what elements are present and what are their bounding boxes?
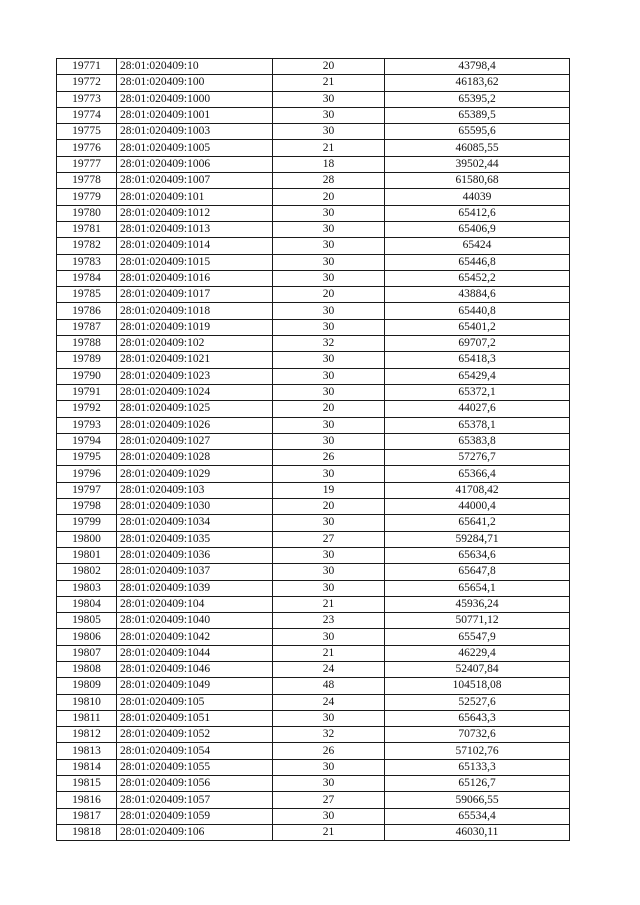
cadastral-number-cell: 28:01:020409:1051 <box>117 710 273 726</box>
table-row <box>57 368 570 384</box>
value-cell: 45936,24 <box>385 596 570 612</box>
cadastral-number-cell: 28:01:020409:105 <box>117 694 273 710</box>
quantity-cell: 30 <box>273 515 385 531</box>
value-cell: 65126,7 <box>385 776 570 792</box>
cadastral-number-cell: 28:01:020409:1055 <box>117 759 273 775</box>
cadastral-number-cell: 28:01:020409:1056 <box>117 776 273 792</box>
quantity-cell: 30 <box>273 776 385 792</box>
quantity-cell: 30 <box>273 91 385 107</box>
cadastral-number-cell: 28:01:020409:1006 <box>117 156 273 172</box>
cadastral-number-cell: 28:01:020409:1035 <box>117 531 273 547</box>
value-cell: 65401,2 <box>385 319 570 335</box>
row-number-cell: 19809 <box>57 678 117 694</box>
cadastral-number-cell: 28:01:020409:1046 <box>117 661 273 677</box>
table-row <box>57 384 570 400</box>
value-cell: 43798,4 <box>385 59 570 75</box>
row-number-cell: 19782 <box>57 238 117 254</box>
table-row <box>57 482 570 498</box>
value-cell: 41708,42 <box>385 482 570 498</box>
cadastral-number-cell: 28:01:020409:1039 <box>117 580 273 596</box>
table-row <box>57 792 570 808</box>
row-number-cell: 19801 <box>57 547 117 563</box>
quantity-cell: 24 <box>273 694 385 710</box>
value-cell: 59284,71 <box>385 531 570 547</box>
cadastral-number-cell: 28:01:020409:1024 <box>117 384 273 400</box>
row-number-cell: 19784 <box>57 270 117 286</box>
quantity-cell: 26 <box>273 743 385 759</box>
cadastral-number-cell: 28:01:020409:1014 <box>117 238 273 254</box>
table-row <box>57 596 570 612</box>
cadastral-number-cell: 28:01:020409:1017 <box>117 287 273 303</box>
value-cell: 65654,1 <box>385 580 570 596</box>
value-cell: 65534,4 <box>385 808 570 824</box>
quantity-cell: 30 <box>273 238 385 254</box>
quantity-cell: 20 <box>273 59 385 75</box>
row-number-cell: 19780 <box>57 205 117 221</box>
value-cell: 46085,55 <box>385 140 570 156</box>
cadastral-number-cell: 28:01:020409:1052 <box>117 727 273 743</box>
value-cell: 46229,4 <box>385 645 570 661</box>
table-row <box>57 156 570 172</box>
quantity-cell: 20 <box>273 287 385 303</box>
cadastral-number-cell: 28:01:020409:1059 <box>117 808 273 824</box>
table-row <box>57 629 570 645</box>
row-number-cell: 19811 <box>57 710 117 726</box>
value-cell: 69707,2 <box>385 336 570 352</box>
table-row <box>57 645 570 661</box>
value-cell: 65446,8 <box>385 254 570 270</box>
table-row <box>57 450 570 466</box>
table-row <box>57 580 570 596</box>
row-number-cell: 19789 <box>57 352 117 368</box>
value-cell: 65641,2 <box>385 515 570 531</box>
quantity-cell: 48 <box>273 678 385 694</box>
table-row <box>57 205 570 221</box>
quantity-cell: 20 <box>273 189 385 205</box>
quantity-cell: 30 <box>273 124 385 140</box>
quantity-cell: 30 <box>273 352 385 368</box>
value-cell: 44000,4 <box>385 499 570 515</box>
value-cell: 65412,6 <box>385 205 570 221</box>
quantity-cell: 23 <box>273 613 385 629</box>
table-row <box>57 173 570 189</box>
cadastral-number-cell: 28:01:020409:104 <box>117 596 273 612</box>
quantity-cell: 30 <box>273 547 385 563</box>
cadastral-number-cell: 28:01:020409:1044 <box>117 645 273 661</box>
table-row <box>57 401 570 417</box>
row-number-cell: 19805 <box>57 613 117 629</box>
value-cell: 44027,6 <box>385 401 570 417</box>
row-number-cell: 19790 <box>57 368 117 384</box>
value-cell: 65383,8 <box>385 433 570 449</box>
cadastral-number-cell: 28:01:020409:1026 <box>117 417 273 433</box>
quantity-cell: 30 <box>273 417 385 433</box>
row-number-cell: 19772 <box>57 75 117 91</box>
row-number-cell: 19771 <box>57 59 117 75</box>
cadastral-number-cell: 28:01:020409:1054 <box>117 743 273 759</box>
value-cell: 46030,11 <box>385 824 570 840</box>
table-row <box>57 433 570 449</box>
cadastral-number-cell: 28:01:020409:1023 <box>117 368 273 384</box>
quantity-cell: 30 <box>273 384 385 400</box>
table-row <box>57 694 570 710</box>
row-number-cell: 19796 <box>57 466 117 482</box>
cadastral-number-cell: 28:01:020409:101 <box>117 189 273 205</box>
value-cell: 65452,2 <box>385 270 570 286</box>
row-number-cell: 19777 <box>57 156 117 172</box>
quantity-cell: 30 <box>273 629 385 645</box>
table-row <box>57 352 570 368</box>
table-row <box>57 189 570 205</box>
quantity-cell: 30 <box>273 221 385 237</box>
value-cell: 70732,6 <box>385 727 570 743</box>
row-number-cell: 19802 <box>57 564 117 580</box>
cadastral-number-cell: 28:01:020409:102 <box>117 336 273 352</box>
value-cell: 52527,6 <box>385 694 570 710</box>
quantity-cell: 30 <box>273 580 385 596</box>
row-number-cell: 19785 <box>57 287 117 303</box>
cadastral-number-cell: 28:01:020409:1018 <box>117 303 273 319</box>
table-row <box>57 499 570 515</box>
table-row <box>57 727 570 743</box>
land-plot-table <box>56 58 570 841</box>
cadastral-number-cell: 28:01:020409:106 <box>117 824 273 840</box>
cadastral-number-cell: 28:01:020409:1000 <box>117 91 273 107</box>
cadastral-number-cell: 28:01:020409:1057 <box>117 792 273 808</box>
table-row <box>57 59 570 75</box>
cadastral-number-cell: 28:01:020409:1015 <box>117 254 273 270</box>
cadastral-number-cell: 28:01:020409:1021 <box>117 352 273 368</box>
row-number-cell: 19810 <box>57 694 117 710</box>
row-number-cell: 19786 <box>57 303 117 319</box>
row-number-cell: 19794 <box>57 433 117 449</box>
quantity-cell: 30 <box>273 107 385 123</box>
row-number-cell: 19803 <box>57 580 117 596</box>
table-row <box>57 303 570 319</box>
row-number-cell: 19792 <box>57 401 117 417</box>
quantity-cell: 21 <box>273 140 385 156</box>
quantity-cell: 30 <box>273 466 385 482</box>
quantity-cell: 30 <box>273 319 385 335</box>
cadastral-number-cell: 28:01:020409:1036 <box>117 547 273 563</box>
cadastral-number-cell: 28:01:020409:1049 <box>117 678 273 694</box>
row-number-cell: 19815 <box>57 776 117 792</box>
quantity-cell: 30 <box>273 254 385 270</box>
table-row <box>57 287 570 303</box>
quantity-cell: 30 <box>273 564 385 580</box>
quantity-cell: 21 <box>273 596 385 612</box>
quantity-cell: 20 <box>273 499 385 515</box>
cadastral-number-cell: 28:01:020409:1040 <box>117 613 273 629</box>
value-cell: 65395,2 <box>385 91 570 107</box>
row-number-cell: 19818 <box>57 824 117 840</box>
value-cell: 65634,6 <box>385 547 570 563</box>
table-row <box>57 417 570 433</box>
table-row <box>57 91 570 107</box>
quantity-cell: 18 <box>273 156 385 172</box>
row-number-cell: 19791 <box>57 384 117 400</box>
row-number-cell: 19779 <box>57 189 117 205</box>
table-row <box>57 564 570 580</box>
quantity-cell: 26 <box>273 450 385 466</box>
table-row <box>57 75 570 91</box>
cadastral-number-cell: 28:01:020409:1037 <box>117 564 273 580</box>
quantity-cell: 20 <box>273 401 385 417</box>
row-number-cell: 19814 <box>57 759 117 775</box>
value-cell: 65366,4 <box>385 466 570 482</box>
table-row <box>57 270 570 286</box>
value-cell: 65418,3 <box>385 352 570 368</box>
value-cell: 104518,08 <box>385 678 570 694</box>
table-row <box>57 336 570 352</box>
row-number-cell: 19804 <box>57 596 117 612</box>
table-row <box>57 515 570 531</box>
table-row <box>57 808 570 824</box>
value-cell: 59066,55 <box>385 792 570 808</box>
quantity-cell: 21 <box>273 75 385 91</box>
quantity-cell: 30 <box>273 303 385 319</box>
cadastral-number-cell: 28:01:020409:103 <box>117 482 273 498</box>
value-cell: 65429,4 <box>385 368 570 384</box>
value-cell: 65424 <box>385 238 570 254</box>
table-row <box>57 140 570 156</box>
value-cell: 65595,6 <box>385 124 570 140</box>
quantity-cell: 19 <box>273 482 385 498</box>
table-row <box>57 238 570 254</box>
quantity-cell: 30 <box>273 808 385 824</box>
row-number-cell: 19773 <box>57 91 117 107</box>
cadastral-number-cell: 28:01:020409:1016 <box>117 270 273 286</box>
quantity-cell: 21 <box>273 645 385 661</box>
row-number-cell: 19774 <box>57 107 117 123</box>
quantity-cell: 30 <box>273 270 385 286</box>
row-number-cell: 19787 <box>57 319 117 335</box>
table-body <box>57 59 570 841</box>
row-number-cell: 19813 <box>57 743 117 759</box>
row-number-cell: 19816 <box>57 792 117 808</box>
cadastral-number-cell: 28:01:020409:100 <box>117 75 273 91</box>
table-row <box>57 466 570 482</box>
cadastral-number-cell: 28:01:020409:1005 <box>117 140 273 156</box>
cadastral-number-cell: 28:01:020409:1042 <box>117 629 273 645</box>
table-row <box>57 759 570 775</box>
table-row <box>57 710 570 726</box>
cadastral-number-cell: 28:01:020409:1003 <box>117 124 273 140</box>
value-cell: 65643,3 <box>385 710 570 726</box>
row-number-cell: 19797 <box>57 482 117 498</box>
value-cell: 61580,68 <box>385 173 570 189</box>
value-cell: 57102,76 <box>385 743 570 759</box>
cadastral-number-cell: 28:01:020409:1019 <box>117 319 273 335</box>
quantity-cell: 30 <box>273 710 385 726</box>
quantity-cell: 30 <box>273 433 385 449</box>
value-cell: 65389,5 <box>385 107 570 123</box>
value-cell: 52407,84 <box>385 661 570 677</box>
table-row <box>57 531 570 547</box>
value-cell: 65547,9 <box>385 629 570 645</box>
row-number-cell: 19808 <box>57 661 117 677</box>
value-cell: 65647,8 <box>385 564 570 580</box>
value-cell: 50771,12 <box>385 613 570 629</box>
table-row <box>57 221 570 237</box>
row-number-cell: 19799 <box>57 515 117 531</box>
table-row <box>57 661 570 677</box>
cadastral-number-cell: 28:01:020409:1028 <box>117 450 273 466</box>
row-number-cell: 19812 <box>57 727 117 743</box>
quantity-cell: 21 <box>273 824 385 840</box>
table-row <box>57 124 570 140</box>
cadastral-number-cell: 28:01:020409:1034 <box>117 515 273 531</box>
row-number-cell: 19776 <box>57 140 117 156</box>
value-cell: 43884,6 <box>385 287 570 303</box>
cadastral-number-cell: 28:01:020409:1030 <box>117 499 273 515</box>
quantity-cell: 24 <box>273 661 385 677</box>
value-cell: 57276,7 <box>385 450 570 466</box>
quantity-cell: 30 <box>273 205 385 221</box>
row-number-cell: 19806 <box>57 629 117 645</box>
value-cell: 46183,62 <box>385 75 570 91</box>
row-number-cell: 19795 <box>57 450 117 466</box>
cadastral-number-cell: 28:01:020409:1013 <box>117 221 273 237</box>
cadastral-number-cell: 28:01:020409:10 <box>117 59 273 75</box>
value-cell: 65440,8 <box>385 303 570 319</box>
quantity-cell: 32 <box>273 336 385 352</box>
cadastral-number-cell: 28:01:020409:1012 <box>117 205 273 221</box>
cadastral-number-cell: 28:01:020409:1029 <box>117 466 273 482</box>
value-cell: 65133,3 <box>385 759 570 775</box>
value-cell: 65378,1 <box>385 417 570 433</box>
table-row <box>57 776 570 792</box>
table-row <box>57 254 570 270</box>
table-row <box>57 678 570 694</box>
cadastral-number-cell: 28:01:020409:1007 <box>117 173 273 189</box>
cadastral-number-cell: 28:01:020409:1025 <box>117 401 273 417</box>
quantity-cell: 27 <box>273 531 385 547</box>
quantity-cell: 32 <box>273 727 385 743</box>
row-number-cell: 19793 <box>57 417 117 433</box>
cadastral-number-cell: 28:01:020409:1027 <box>117 433 273 449</box>
value-cell: 65406,9 <box>385 221 570 237</box>
table-row <box>57 743 570 759</box>
row-number-cell: 19783 <box>57 254 117 270</box>
row-number-cell: 19788 <box>57 336 117 352</box>
row-number-cell: 19800 <box>57 531 117 547</box>
row-number-cell: 19807 <box>57 645 117 661</box>
row-number-cell: 19778 <box>57 173 117 189</box>
table-row <box>57 107 570 123</box>
quantity-cell: 27 <box>273 792 385 808</box>
quantity-cell: 30 <box>273 759 385 775</box>
row-number-cell: 19798 <box>57 499 117 515</box>
row-number-cell: 19781 <box>57 221 117 237</box>
cadastral-number-cell: 28:01:020409:1001 <box>117 107 273 123</box>
table-row <box>57 824 570 840</box>
quantity-cell: 30 <box>273 368 385 384</box>
value-cell: 39502,44 <box>385 156 570 172</box>
row-number-cell: 19817 <box>57 808 117 824</box>
table-row <box>57 613 570 629</box>
row-number-cell: 19775 <box>57 124 117 140</box>
value-cell: 65372,1 <box>385 384 570 400</box>
quantity-cell: 28 <box>273 173 385 189</box>
value-cell: 44039 <box>385 189 570 205</box>
table-row <box>57 547 570 563</box>
table-row <box>57 319 570 335</box>
